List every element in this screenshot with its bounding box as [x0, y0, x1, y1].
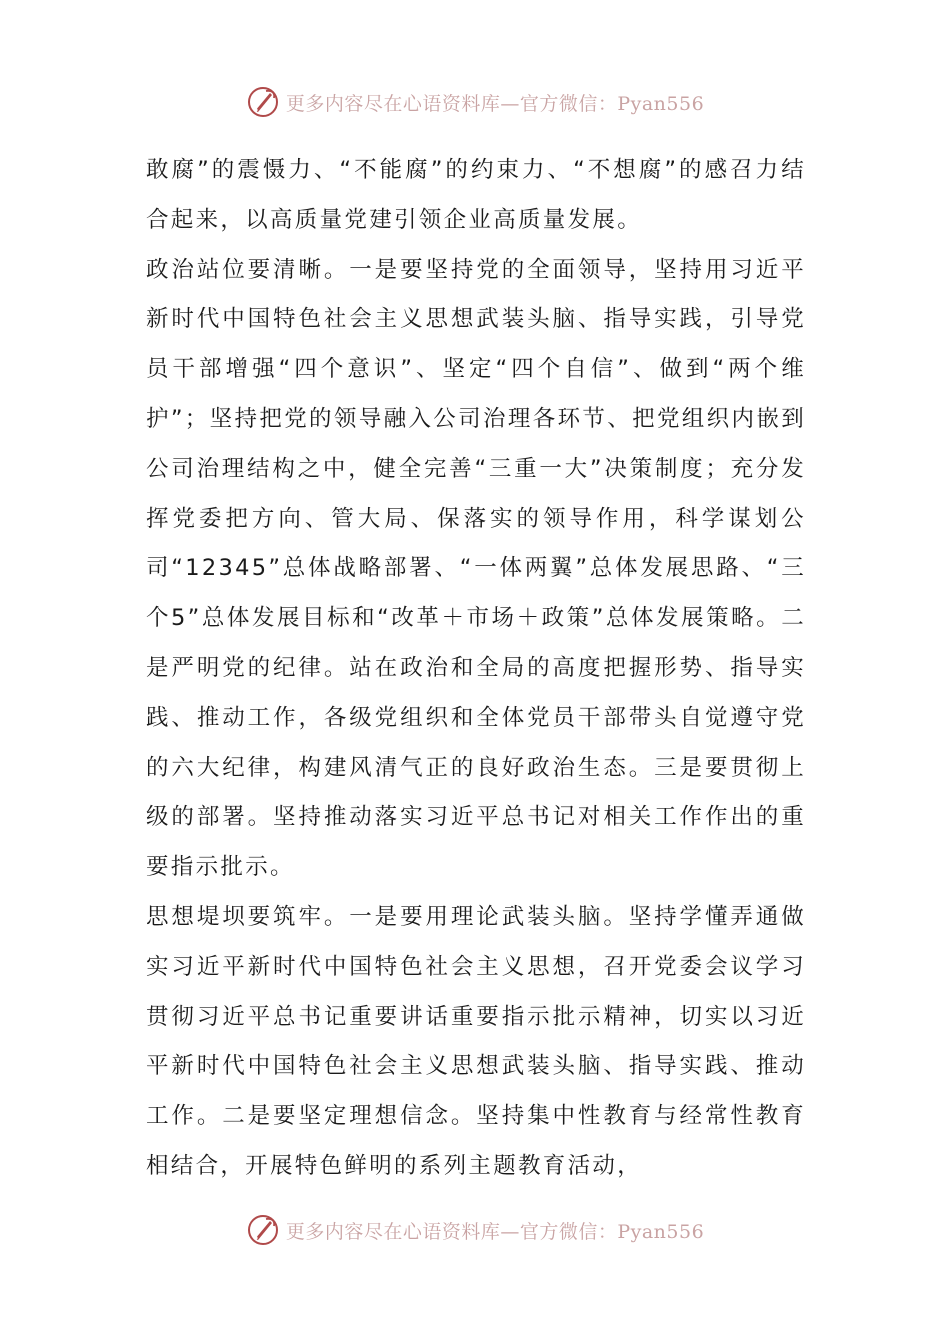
paragraph-3: 思想堤坝要筑牢。一是要用理论武装头脑。坚持学懂弄通做实习近平新时代中国特色社会主义思想，召开党委会议学习贯彻习近平总书记重要讲话重要指示批示精神，切实以习近平新时代中国特色社会主义思想武装头脑、指导实践、推动工作。二是要坚定理想信念。坚持集中性教育与经常性教育相结合，开展特色鲜明的系列主题教育活动，	[146, 903, 806, 1179]
footer-banner	[0, 1210, 950, 1250]
header-banner-text: 更多内容尽在心语资料库—官方微信：Pyan556	[285, 92, 705, 115]
paragraph-1: 敢腐”的震慑力、“不能腐”的约束力、“不想腐”的感召力结合起来，以高质量党建引领企业高质量发展。	[146, 157, 806, 233]
quill-pen-logo-icon	[246, 85, 280, 119]
footer-banner-text: 更多内容尽在心语资料库—官方微信：Pyan556	[285, 1220, 705, 1243]
quill-pen-logo-icon	[246, 1213, 280, 1247]
document-body	[146, 146, 806, 1192]
paragraph-2: 政治站位要清晰。一是要坚持党的全面领导，坚持用习近平新时代中国特色社会主义思想武装头脑、指导实践，引导党员干部增强“四个意识”、坚定“四个自信”、做到“两个维护”；坚持把党的领导融入公司治理各环节、把党组织内嵌到公司治理结构之中，健全完善“三重一大”决策制度；充分发挥党委把方向、管大局、保落实的领导作用，科学谋划公司“12345”总体战略部署、“一体两翼”总体发展思路、“三个5”总体发展目标和“改革＋市场＋政策”总体发展策略。二是严明党的纪律。站在政治和全局的高度把握形势、指导实践、推动工作，各级党组织和全体党员干部带头自觉遵守党的六大纪律，构建风清气正的良好政治生态。三是要贯彻上级的部署。坚持推动落实习近平总书记对相关工作作出的重要指示批示。	[146, 256, 806, 881]
header-banner	[0, 82, 950, 122]
